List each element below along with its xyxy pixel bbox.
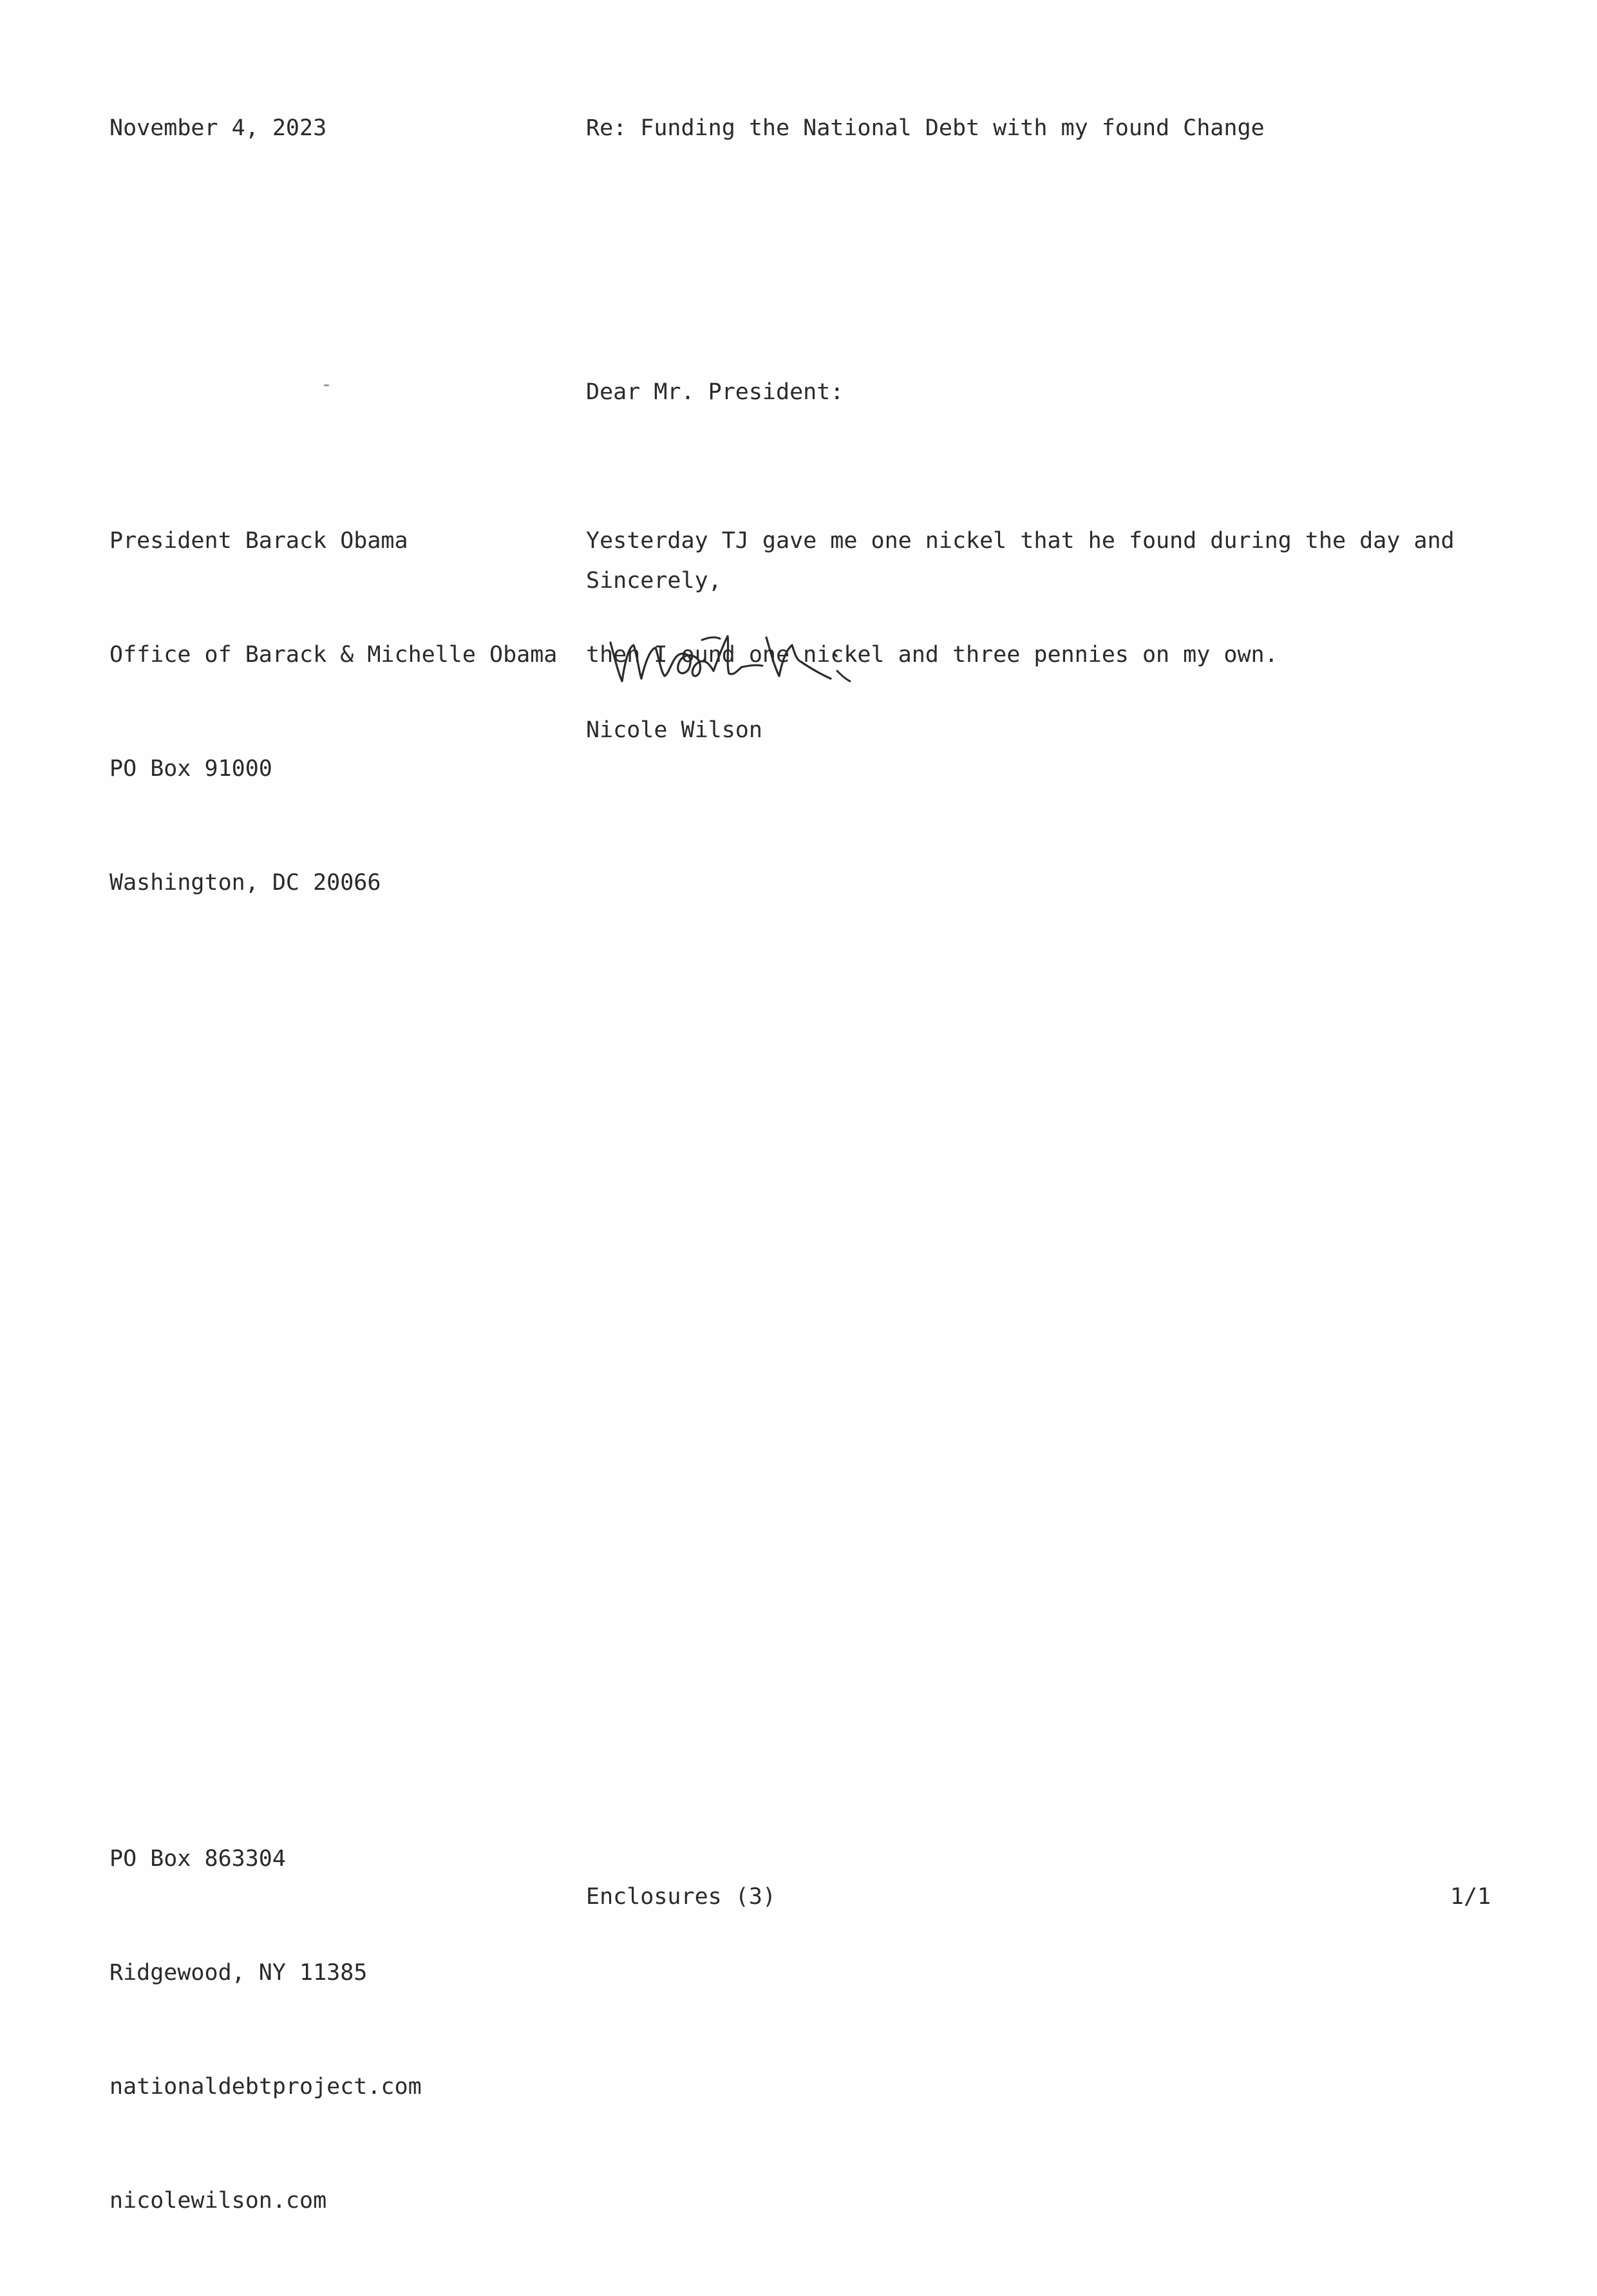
- recipient-address: [109, 446, 557, 978]
- recipient-city: Washington, DC 20066: [109, 870, 381, 896]
- subject-line: Re: Funding the National Debt with my found Change: [586, 115, 1265, 141]
- salutation: Dear Mr. President:: [586, 379, 844, 405]
- letter-date: November 4, 2023: [109, 115, 327, 141]
- scan-speck: [324, 384, 329, 386]
- body-line: then I ound one nickel and three pennies on my own.: [586, 642, 1278, 668]
- body-line: Yesterday TJ gave me one nickel that he found during the day and: [586, 528, 1455, 554]
- enclosures-note: Enclosures (3): [586, 1884, 777, 1910]
- sender-website-personal: nicolewilson.com: [109, 2188, 327, 2214]
- closing: Sincerely,: [586, 568, 722, 594]
- recipient-po-box: PO Box 91000: [109, 756, 272, 782]
- sender-po-box: PO Box 863304: [109, 1846, 286, 1872]
- sender-website-project: nationaldebtproject.com: [109, 2074, 422, 2100]
- sender-city: Ridgewood, NY 11385: [109, 1960, 368, 1986]
- sender-address: [109, 1764, 422, 2296]
- recipient-name: President Barack Obama: [109, 528, 408, 554]
- recipient-office: Office of Barack & Michelle Obama: [109, 642, 558, 668]
- handwritten-signature: [605, 612, 914, 695]
- signer-name: Nicole Wilson: [586, 717, 762, 743]
- page-number: 1/1: [1450, 1884, 1491, 1910]
